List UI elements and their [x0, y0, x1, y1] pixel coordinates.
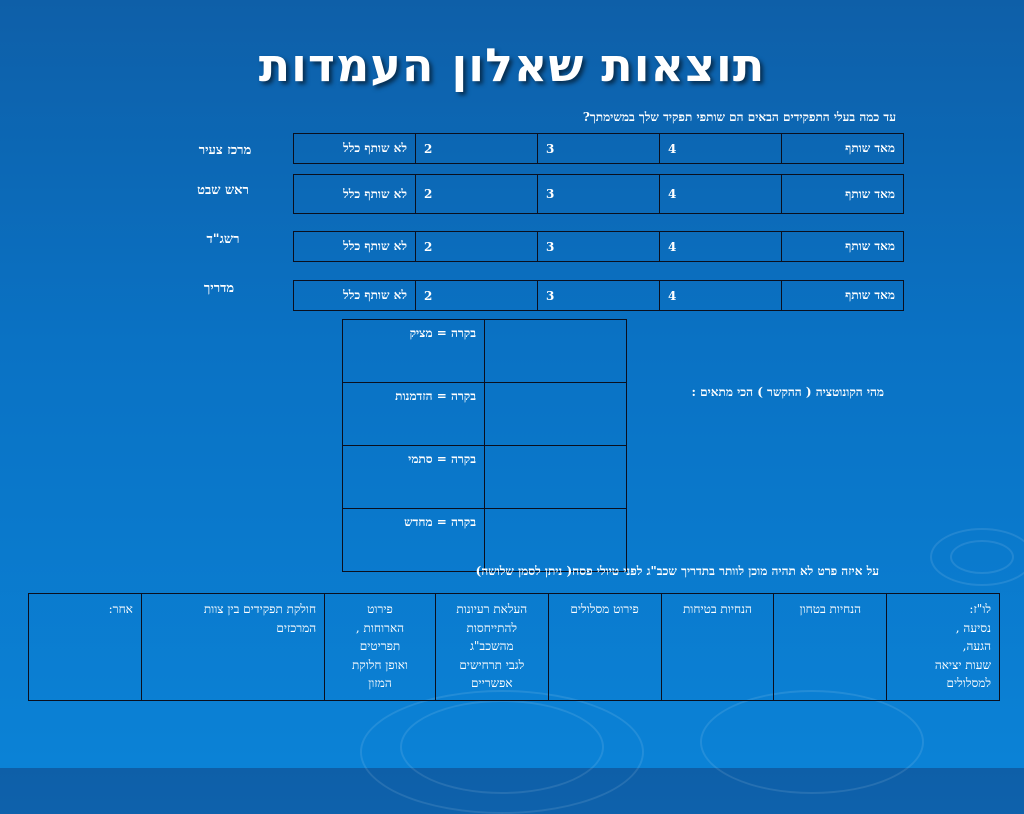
role-label: מדריך — [203, 281, 235, 296]
items-row — [29, 594, 1000, 701]
connotation-option[interactable]: בקרה = הזדמנות — [343, 383, 485, 446]
scale-cell[interactable]: מאד שותף — [782, 281, 904, 311]
scale-cell[interactable]: לא שותף כלל — [294, 175, 416, 214]
item-cell[interactable]: הנחיות בטיחות — [661, 594, 774, 701]
role-label: ראש שבט — [197, 183, 249, 198]
item-cell[interactable]: אחר: — [29, 594, 142, 701]
item-cell[interactable]: הנחיות בטחון — [774, 594, 887, 701]
scale-cell[interactable]: מאד שותף — [782, 134, 904, 164]
connotation-table — [342, 319, 627, 572]
connotation-answer-cell[interactable] — [485, 320, 627, 383]
scale-cell[interactable]: 3 — [538, 134, 660, 164]
scale-cell[interactable]: לא שותף כלל — [294, 232, 416, 262]
item-cell[interactable]: העלאת רעיונות להתייחסות מהשכב"ג לגבי תרחישים אפשריים — [435, 594, 548, 701]
scale-cell[interactable]: 4 — [660, 281, 782, 311]
scale-cell[interactable]: 4 — [660, 175, 782, 214]
ripple-decoration — [930, 528, 1024, 586]
scale-table-madrich — [293, 280, 904, 311]
scale-cell[interactable]: לא שותף כלל — [294, 281, 416, 311]
connotation-option[interactable]: בקרה = מחדש — [343, 509, 485, 572]
item-cell[interactable]: פירוט מסלולים — [548, 594, 661, 701]
ripple-decoration — [360, 690, 644, 814]
connotation-option[interactable]: בקרה = סתמי — [343, 446, 485, 509]
connotation-row — [343, 509, 627, 572]
items-table — [28, 593, 1000, 701]
role-label: רשג"ד — [206, 232, 240, 247]
question-roles: עד כמה בעלי התפקידים הבאים הם שותפי תפקיד שלך במשימתך? — [582, 110, 896, 124]
connotation-option[interactable]: בקרה = מציק — [343, 320, 485, 383]
connotation-row — [343, 320, 627, 383]
scale-table-merkaz — [293, 133, 904, 164]
scale-row — [294, 281, 904, 311]
scale-cell[interactable]: 2 — [416, 232, 538, 262]
scale-cell[interactable]: 2 — [416, 175, 538, 214]
item-cell[interactable]: לו"ז: נסיעה , הגעה, שעות יציאה למסלולים — [887, 594, 1000, 701]
scale-row — [294, 232, 904, 262]
scale-cell[interactable]: 3 — [538, 281, 660, 311]
question-items: על איזה פרט לא תהיה מוכן לוותר בתדריך שכב"ג לפני טיולי פסח( ניתן לסמן שלושה) — [475, 564, 879, 578]
role-label: מרכז צעיר — [198, 143, 252, 158]
connotation-answer-cell[interactable] — [485, 383, 627, 446]
connotation-answer-cell[interactable] — [485, 446, 627, 509]
scale-row — [294, 175, 904, 214]
scale-table-rosh-shevet — [293, 174, 904, 214]
connotation-row — [343, 446, 627, 509]
scale-cell[interactable]: 3 — [538, 232, 660, 262]
ripple-decoration — [700, 690, 924, 794]
slide-title: תוצאות שאלון העמדות — [258, 38, 766, 92]
scale-cell[interactable]: 2 — [416, 134, 538, 164]
scale-row — [294, 134, 904, 164]
scale-table-rashgad — [293, 231, 904, 262]
connotation-answer-cell[interactable] — [485, 509, 627, 572]
scale-cell[interactable]: 4 — [660, 134, 782, 164]
scale-cell[interactable]: 3 — [538, 175, 660, 214]
question-connotation: מהי הקונוטציה ( ההקשר ) הכי מתאים : — [691, 385, 884, 399]
scale-cell[interactable]: 2 — [416, 281, 538, 311]
connotation-row — [343, 383, 627, 446]
scale-cell[interactable]: מאד שותף — [782, 232, 904, 262]
item-cell[interactable]: פירוט הארוחות , תפריטים ואופן חלוקת המזון — [325, 594, 436, 701]
item-cell[interactable]: חולקת תפקידים בין צוות המרכזים — [141, 594, 324, 701]
scale-cell[interactable]: 4 — [660, 232, 782, 262]
scale-cell[interactable]: מאד שותף — [782, 175, 904, 214]
scale-cell[interactable]: לא שותף כלל — [294, 134, 416, 164]
